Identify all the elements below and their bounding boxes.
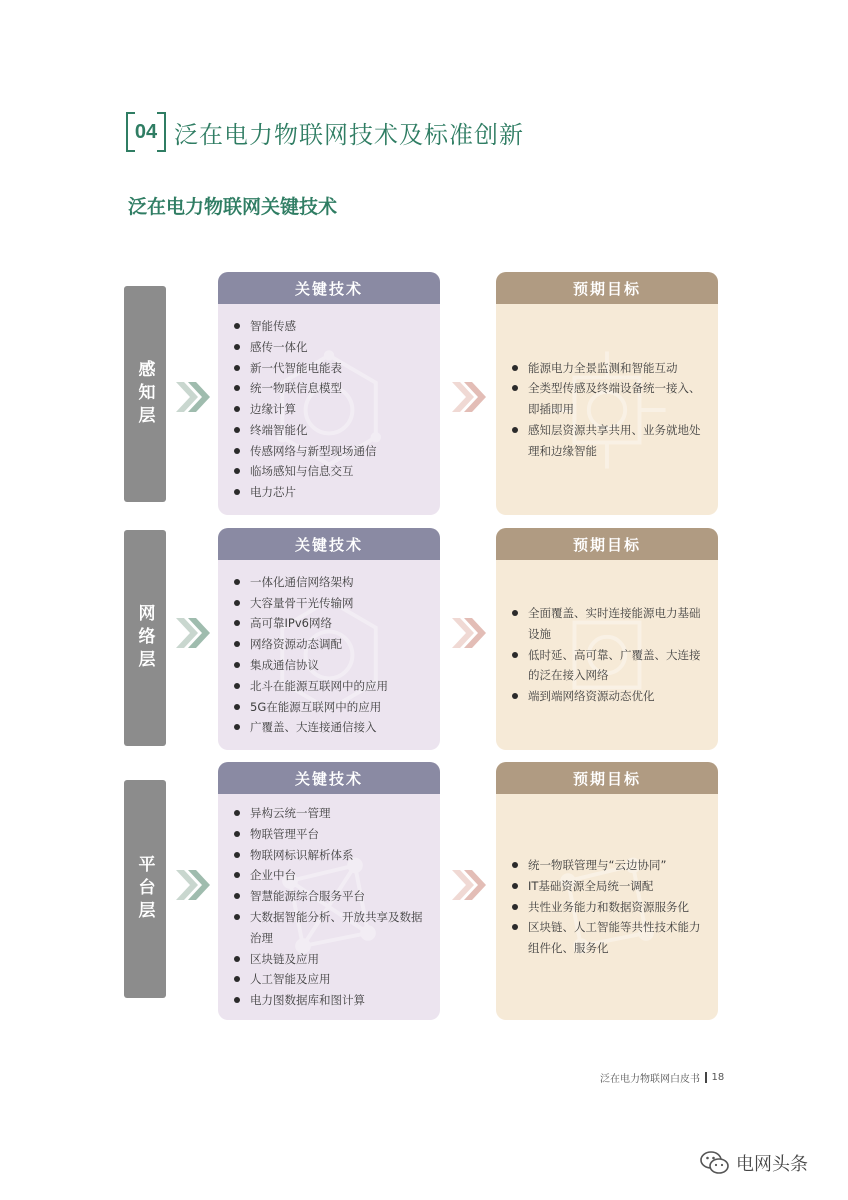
list-item: 端到端网络资源动态优化 [510,686,704,707]
list-item: 全类型传感及终端设备统一接入、即插即用 [510,378,704,420]
goal-list [510,855,704,959]
layer-label-text: 感知层 [134,359,155,429]
list-item: 广覆盖、大连接通信接入 [232,717,430,738]
section-title: 泛在电力物联网关键技术 [128,196,338,218]
list-item: 临场感知与信息交互 [232,461,430,482]
page-number: 18 [711,1072,725,1083]
tech-box-perception [218,272,440,515]
list-item: 人工智能及应用 [232,969,430,990]
watermark [700,1150,808,1176]
arrow-right-icon [450,380,490,414]
goal-box-perception [496,272,718,515]
list-item: 共性业务能力和数据资源服务化 [510,897,704,918]
list-item: 物联管理平台 [232,824,430,845]
tech-box-network [218,528,440,750]
list-item: 大容量骨干光传输网 [232,593,430,614]
arrow-right-icon [450,616,490,650]
goal-box-platform [496,762,718,1020]
list-item: 网络资源动态调配 [232,634,430,655]
arrow-right-icon [450,868,490,902]
list-item: 集成通信协议 [232,655,430,676]
list-item: 终端智能化 [232,420,430,441]
chapter-number: 04 [126,112,166,152]
tech-box-platform [218,762,440,1020]
footer-title: 泛在电力物联网白皮书 [600,1074,700,1085]
goal-box-header: 预期目标 [496,272,718,304]
list-item: 智能传感 [232,316,430,337]
arrow-right-icon [174,380,214,414]
list-item: 统一物联信息模型 [232,378,430,399]
layer-label-network [124,530,166,746]
layer-label-platform [124,780,166,998]
list-item: 异构云统一管理 [232,803,430,824]
list-item: 新一代智能电能表 [232,358,430,379]
list-item: 全面覆盖、实时连接能源电力基础设施 [510,603,704,645]
footer-divider [705,1072,707,1083]
list-item: 统一物联管理与“云边协同” [510,855,704,876]
watermark-text: 电网头条 [736,1154,808,1175]
list-item: 北斗在能源互联网中的应用 [232,676,430,697]
arrow-right-icon [174,616,214,650]
goal-box-header: 预期目标 [496,528,718,560]
list-item: 电力芯片 [232,482,430,503]
list-item: 区块链及应用 [232,949,430,970]
goal-list [510,358,704,462]
chapter-heading [126,112,524,152]
list-item: 感传一体化 [232,337,430,358]
list-item: 电力图数据库和图计算 [232,990,430,1011]
list-item: 智慧能源综合服务平台 [232,886,430,907]
tech-list [232,316,430,503]
arrow-right-icon [174,868,214,902]
list-item: 低时延、高可靠、广覆盖、大连接的泛在接入网络 [510,645,704,687]
list-item: 大数据智能分析、开放共享及数据治理 [232,907,430,949]
list-item: IT基础资源全局统一调配 [510,876,704,897]
goal-box-network [496,528,718,750]
list-item: 物联网标识解析体系 [232,845,430,866]
list-item: 企业中台 [232,865,430,886]
list-item: 边缘计算 [232,399,430,420]
tech-list [232,572,430,738]
layer-label-text: 网络层 [134,603,155,673]
page-footer [600,1070,724,1085]
list-item: 一体化通信网络架构 [232,572,430,593]
goal-box-header: 预期目标 [496,762,718,794]
goal-list [510,603,704,707]
list-item: 区块链、人工智能等共性技术能力组件化、服务化 [510,917,704,959]
tech-box-header: 关键技术 [218,528,440,560]
tech-box-header: 关键技术 [218,272,440,304]
tech-list [232,803,430,1011]
wechat-icon [700,1150,730,1176]
list-item: 传感网络与新型现场通信 [232,441,430,462]
tech-box-header: 关键技术 [218,762,440,794]
chapter-title: 泛在电力物联网技术及标准创新 [174,120,524,149]
list-item: 能源电力全景监测和智能互动 [510,358,704,379]
list-item: 感知层资源共享共用、业务就地处理和边缘智能 [510,420,704,462]
layer-label-perception [124,286,166,502]
layer-label-text: 平台层 [134,854,155,924]
list-item: 5G在能源互联网中的应用 [232,697,430,718]
list-item: 高可靠IPv6网络 [232,613,430,634]
